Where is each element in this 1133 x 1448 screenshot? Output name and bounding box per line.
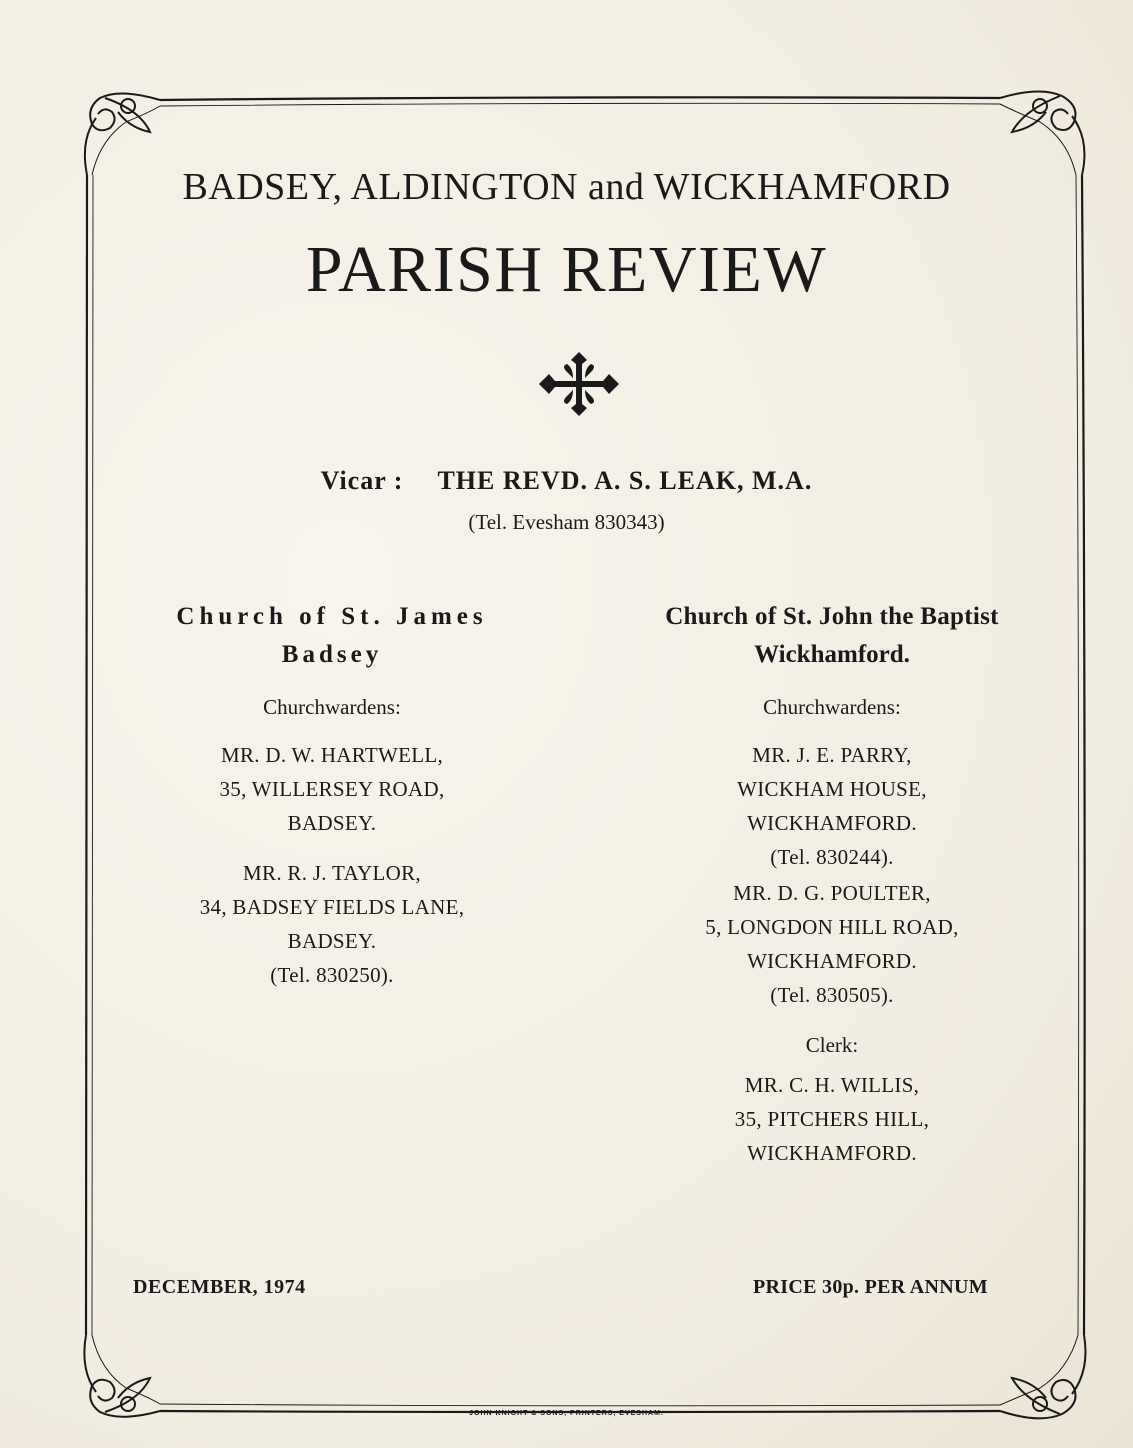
churchwarden-entry: [112, 738, 552, 840]
churchwarden-entry: [612, 738, 1052, 874]
vicar-telephone: (Tel. Evesham 830343): [468, 510, 665, 534]
corner-ornament-top-right: [1000, 91, 1084, 175]
clerk-entry: [612, 1068, 1052, 1170]
warden-name: MR. J. E. PARRY,: [752, 743, 912, 767]
vicar-name: THE REVD. A. S. LEAK, M.A.: [437, 466, 813, 495]
clerk-heading: Clerk:: [805, 1033, 859, 1057]
cross-fleury-icon: [537, 352, 621, 416]
vicar-line: [0, 466, 1133, 496]
church-name: Church of St. John the Baptist: [665, 603, 999, 630]
churchwardens-heading: Churchwardens:: [763, 695, 901, 719]
warden-name: MR. D. G. POULTER,: [733, 881, 931, 905]
churchwardens-heading: Churchwardens:: [263, 695, 401, 719]
corner-ornament-bottom-right: [1000, 1335, 1086, 1418]
warden-address-line: BADSEY.: [287, 811, 377, 835]
corner-ornament-bottom-left: [84, 1335, 160, 1417]
clerk-address-line: 35, PITCHERS HILL,: [734, 1107, 930, 1131]
warden-address-line: WICKHAMFORD.: [747, 811, 917, 835]
church-badsey-column: [112, 598, 552, 992]
issue-date: DECEMBER, 1974: [133, 1276, 306, 1298]
church-place: Wickhamford.: [754, 641, 910, 668]
warden-name: MR. D. W. HARTWELL,: [220, 743, 444, 767]
warden-address-line: BADSEY.: [287, 929, 377, 953]
church-wickhamford-column: [612, 598, 1052, 1170]
printer-imprint: JOHN KNIGHT & SONS, PRINTERS, EVESHAM.: [469, 1410, 664, 1417]
clerk-address-line: WICKHAMFORD.: [747, 1141, 917, 1165]
subscription-price: PRICE 30p. PER ANNUM: [753, 1276, 988, 1298]
corner-ornament-top-left: [85, 93, 160, 175]
publication-title: PARISH REVIEW: [305, 233, 828, 306]
warden-address-line: 35, WILLERSEY ROAD,: [219, 777, 445, 801]
church-name: Church of St. James: [176, 603, 488, 630]
warden-telephone: (Tel. 830505).: [770, 983, 894, 1007]
vicar-label: Vicar :: [320, 466, 404, 495]
churchwarden-entry: [112, 856, 552, 992]
warden-address-line: 5, LONGDON HILL ROAD,: [705, 915, 959, 939]
warden-address-line: 34, BADSEY FIELDS LANE,: [199, 895, 465, 919]
warden-address-line: WICKHAM HOUSE,: [737, 777, 927, 801]
parish-region-heading: BADSEY, ALDINGTON and WICKHAMFORD: [182, 166, 951, 208]
warden-telephone: (Tel. 830244).: [770, 845, 894, 869]
warden-telephone: (Tel. 830250).: [270, 963, 394, 987]
churchwarden-entry: [612, 876, 1052, 1012]
church-place: Badsey: [281, 641, 383, 668]
clerk-name: MR. C. H. WILLIS,: [744, 1073, 920, 1097]
warden-address-line: WICKHAMFORD.: [747, 949, 917, 973]
warden-name: MR. R. J. TAYLOR,: [243, 861, 421, 885]
